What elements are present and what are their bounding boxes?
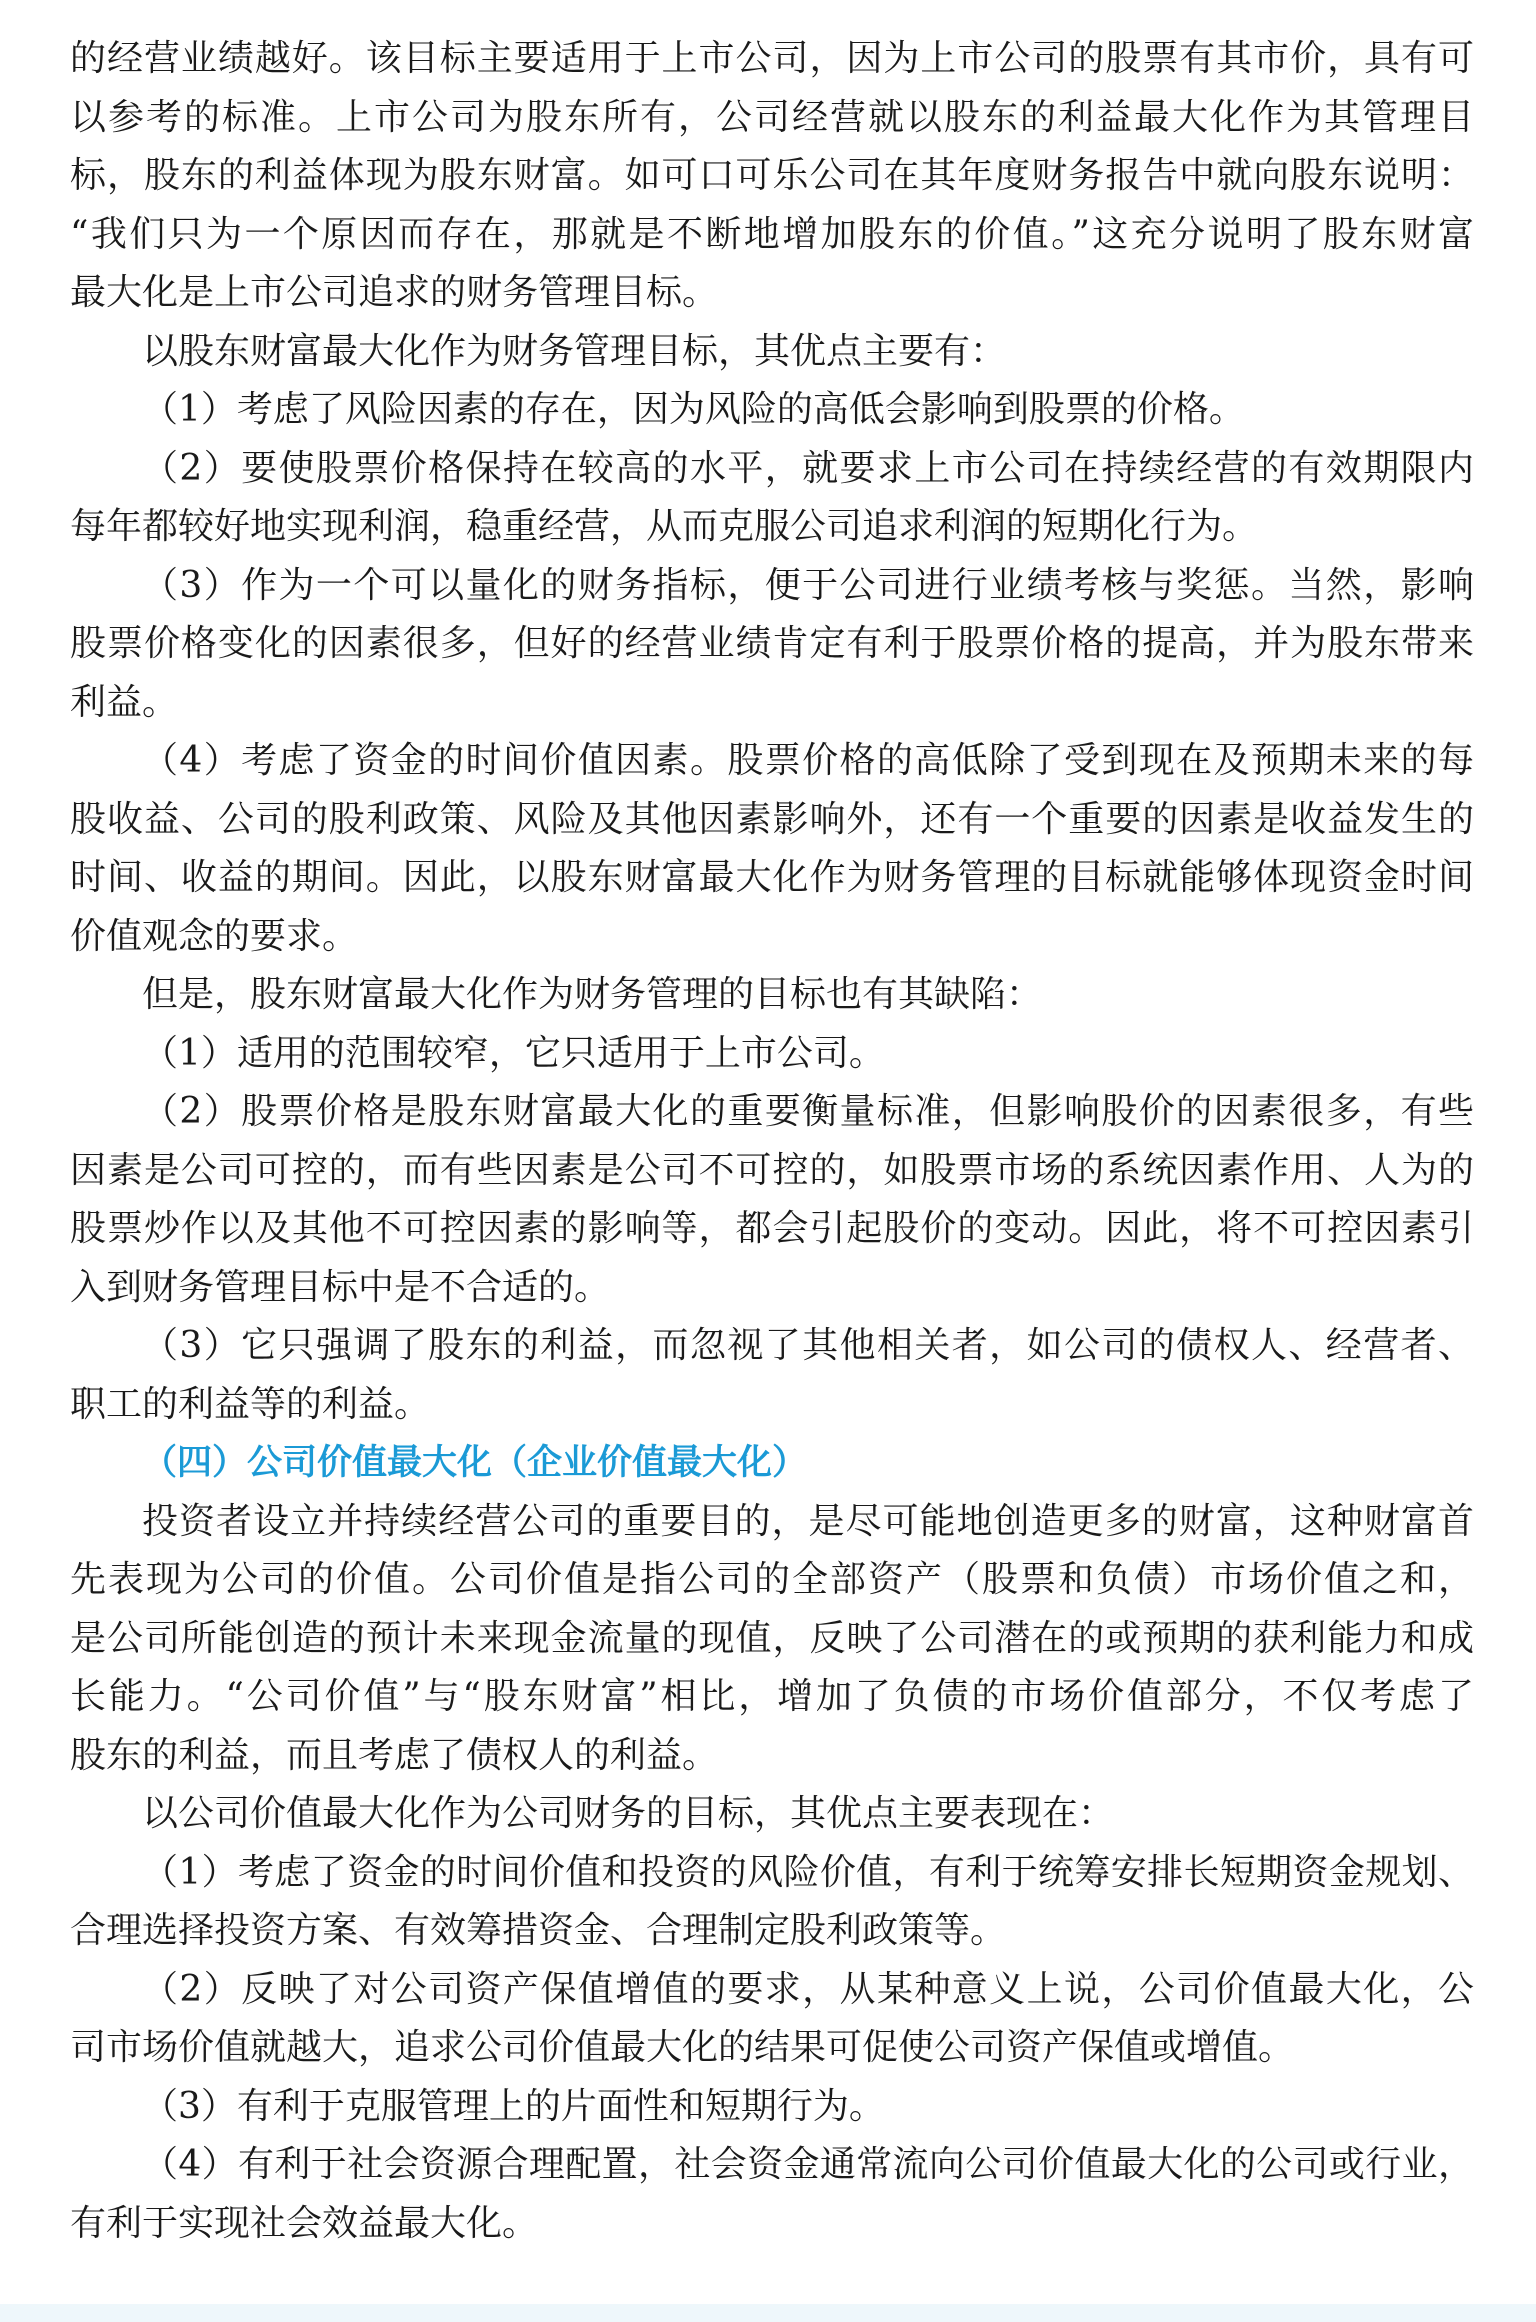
text-block-company-value: [70, 1493, 1474, 2254]
text-line: （2）反映了对公司资产保值增值的要求，从某种意义上说，公司价值最大化，公: [142, 1968, 1474, 2010]
text-line: 因素是公司可控的，而有些因素是公司不可控的，如股票市场的系统因素作用、人为的: [70, 1149, 1474, 1191]
text-line: 有利于实现社会效益最大化。: [70, 2202, 539, 2244]
text-line: （3）有利于克服管理上的片面性和短期行为。: [142, 2085, 885, 2127]
body-text: [70, 30, 1474, 2253]
text-line: 长能力。“公司价值”与“股东财富”相比，增加了负债的市场价值部分，不仅考虑了: [70, 1676, 1474, 1717]
page-bottom-band: [0, 2304, 1536, 2322]
text-line: （3）它只强调了股东的利益，而忽视了其他相关者，如公司的债权人、经营者、: [142, 1325, 1474, 1366]
text-line: （1）适用的范围较窄，它只适用于上市公司。: [142, 1032, 885, 1074]
text-line: 股收益、公司的股利政策、风险及其他因素影响外，还有一个重要的因素是收益发生的: [70, 798, 1474, 840]
text-line: （2）要使股票价格保持在较高的水平，就要求上市公司在持续经营的有效期限内: [142, 447, 1474, 489]
text-line: “我们只为一个原因而存在，那就是不断地增加股东的价值。”这充分说明了股东财富: [70, 213, 1474, 255]
text-line: 但是，股东财富最大化作为财务管理的目标也有其缺陷：: [142, 974, 1043, 1015]
text-line: 最大化是上市公司追求的财务管理目标。: [70, 272, 719, 313]
text-line: 股票价格变化的因素很多，但好的经营业绩肯定有利于股票价格的提高，并为股东带来: [70, 623, 1474, 664]
section-heading: （四）公司价值最大化（企业价值最大化）: [142, 1443, 808, 1483]
text-line: 入到财务管理目标中是不合适的。: [70, 1266, 611, 1308]
text-line: 利益。: [70, 681, 179, 723]
text-line: 以股东财富最大化作为财务管理目标，其优点主要有：: [142, 330, 1007, 372]
text-line: （3）作为一个可以量化的财务指标，便于公司进行业绩考核与奖惩。当然，影响: [142, 564, 1474, 606]
text-line: 股票炒作以及其他不可控因素的影响等，都会引起股价的变动。因此，将不可控因素引: [70, 1208, 1474, 1249]
text-line: 是公司所能创造的预计未来现金流量的现值，反映了公司潜在的或预期的获利能力和成: [70, 1617, 1474, 1659]
text-line: 合理选择投资方案、有效筹措资金、合理制定股利政策等。: [70, 1910, 1007, 1951]
text-line: 价值观念的要求。: [70, 915, 359, 957]
text-line: 以参考的标准。上市公司为股东所有，公司经营就以股东的利益最大化作为其管理目: [70, 96, 1474, 138]
text-line: 先表现为公司的价值。公司价值是指公司的全部资产（股票和负债）市场价值之和，: [70, 1559, 1474, 1600]
text-line: 每年都较好地实现利润，稳重经营，从而克服公司追求利润的短期化行为。: [70, 506, 1259, 547]
text-line: 标，股东的利益体现为股东财富。如可口可乐公司在其年度财务报告中就向股东说明：: [70, 155, 1474, 196]
text-line: 股东的利益，而且考虑了债权人的利益。: [70, 1734, 719, 1776]
text-line: （4）考虑了资金的时间价值因素。股票价格的高低除了受到现在及预期未来的每: [142, 740, 1474, 781]
text-line: （1）考虑了资金的时间价值和投资的风险价值，有利于统筹安排长短期资金规划、: [142, 1851, 1474, 1893]
text-line: 时间、收益的期间。因此，以股东财富最大化作为财务管理的目标就能够体现资金时间: [70, 857, 1474, 898]
text-line: 司市场价值就越大，追求公司价值最大化的结果可促使公司资产保值或增值。: [70, 2027, 1295, 2068]
text-line: 投资者设立并持续经营公司的重要目的，是尽可能地创造更多的财富，这种财富首: [142, 1500, 1474, 1542]
text-line: 的经营业绩越好。该目标主要适用于上市公司，因为上市公司的股票有其市价，具有可: [70, 38, 1474, 79]
text-line: （1）考虑了风险因素的存在，因为风险的高低会影响到股票的价格。: [142, 389, 1245, 430]
text-block-shareholder-wealth: [70, 30, 1474, 1434]
text-line: 以公司价值最大化作为公司财务的目标，其优点主要表现在：: [142, 1793, 1115, 1834]
text-line: （4）有利于社会资源合理配置，社会资金通常流向公司价值最大化的公司或行业，: [142, 2144, 1474, 2185]
text-line: 职工的利益等的利益。: [70, 1383, 431, 1425]
text-line: （2）股票价格是股东财富最大化的重要衡量标准，但影响股价的因素很多，有些: [142, 1091, 1474, 1132]
